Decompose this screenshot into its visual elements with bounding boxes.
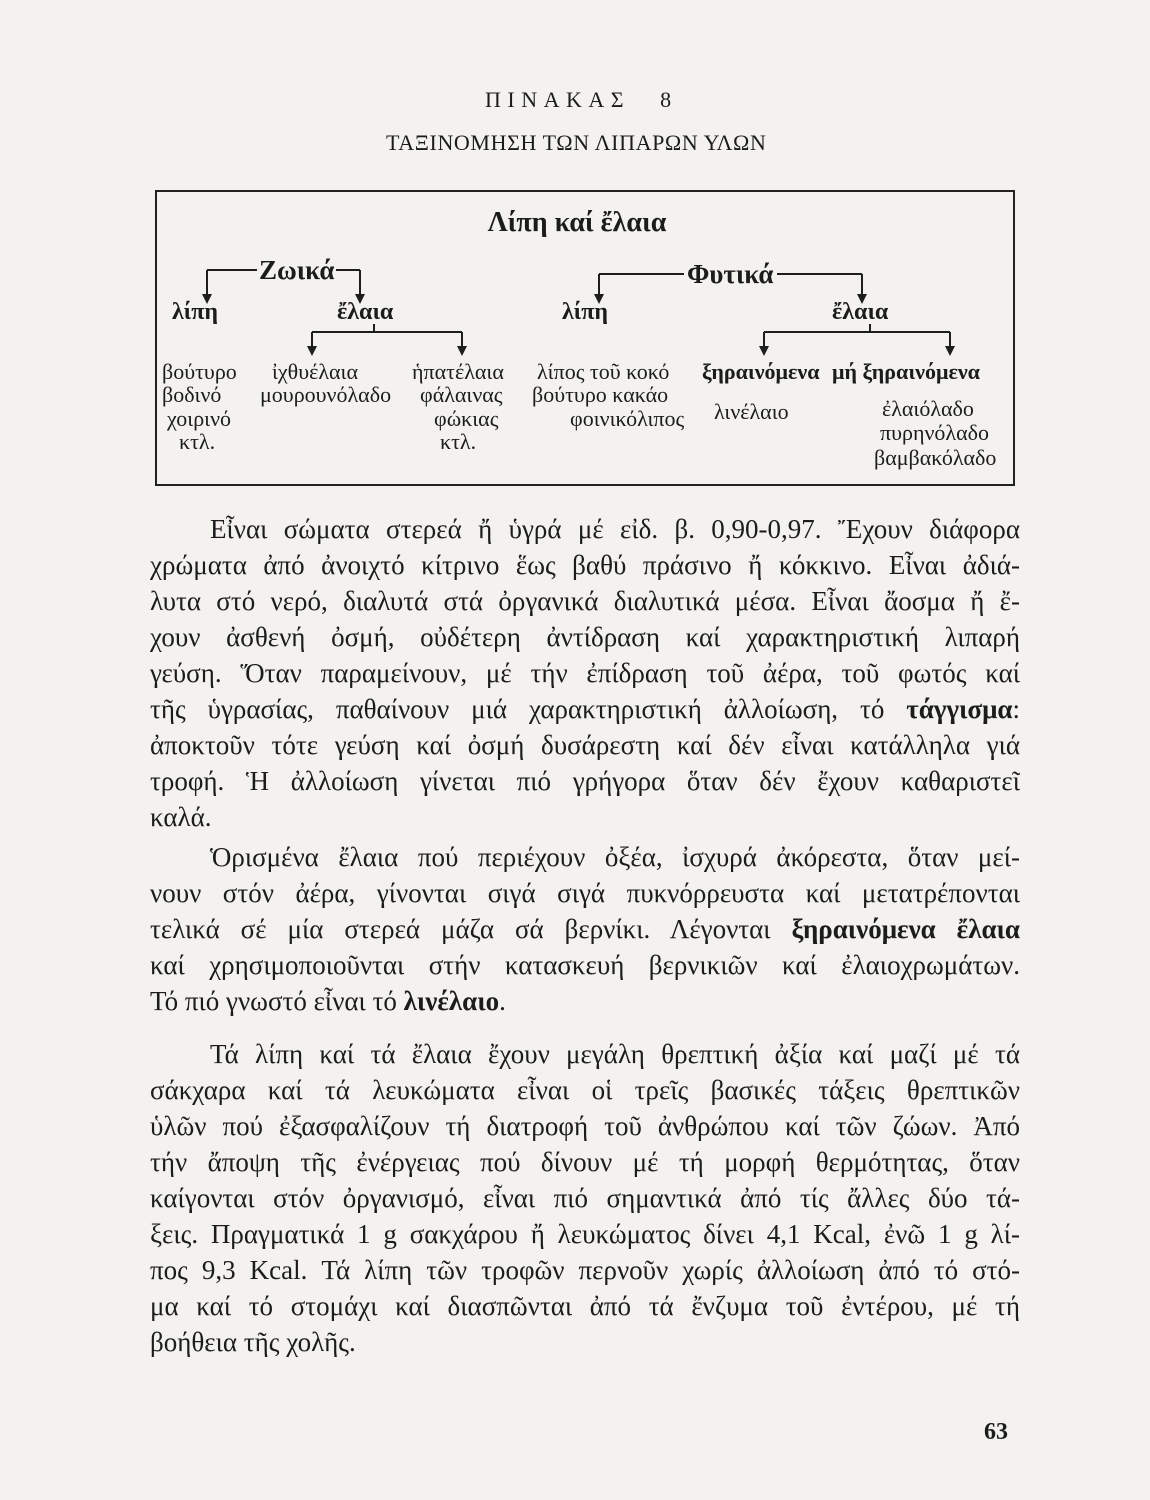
text-line: Ὁρισμένα ἔλαια πού περιέχουν ὀξέα, ἰσχυρά ἀκόρεστα, ὅταν μεί- (210, 842, 1020, 872)
non-drying-oil-item: βαμβακόλαδο (874, 445, 997, 470)
table-subtitle: ΤΑΞΙΝΟΜΗΣΗ ΤΩΝ ΛΙΠΑΡΩΝ ΥΛΩΝ (386, 130, 767, 155)
page-number: 63 (984, 1419, 1008, 1445)
text-line: πος 9,3 Kcal. Τά λίπη τῶν τροφῶν περνοῦν χωρίς ἀλλοίωση ἀπό τό στό- (150, 1255, 1020, 1285)
liver-oil-item: κτλ. (440, 429, 477, 454)
text-line: λυτα στό νερό, διαλυτά στά ὀργανικά διαλυτικά μέσα. Εἶναι ἄοσμα ἤ ἔ- (150, 586, 1020, 616)
liver-oils-label: ἡπατέλαια (412, 359, 504, 384)
text-line: ἀποκτοῦν τότε γεύση καί ὀσμή δυσάρεστη καί δέν εἶναι κατάλληλα γιά (150, 730, 1020, 760)
text-segment: : (1012, 694, 1020, 724)
text-line: γεύση. Ὅταν παραμείνουν, μέ τήν ἐπίδραση τοῦ ἀέρα, τοῦ φωτός καί (150, 658, 1020, 688)
animal-category-label: Ζωικά (259, 255, 335, 285)
text-segment: τῆς ὑγρασίας, παθαίνουν μιά χαρακτηριστική ἀλλοίωση, τό (150, 694, 907, 724)
animal-fat-item: χοιρινό (167, 406, 232, 431)
text-line: σάκχαρα καί τά λευκώματα εἶναι οἱ τρεῖς βασικές τάξεις θρεπτικῶν (150, 1075, 1020, 1105)
term-rancidity: τάγγισμα (906, 694, 1013, 724)
arrow-fish-oils-head (307, 346, 317, 356)
text-line: χουν ἀσθενή ὀσμή, οὐδέτερη ἀντίδραση καί χαρακτηριστική λιπαρή (150, 622, 1020, 652)
plant-fat-item: λίπος τοῦ κοκό (537, 359, 670, 384)
paragraph-nutrition (150, 1036, 1020, 1360)
animal-oils-label: ἔλαια (337, 299, 394, 325)
liver-oil-item: φάλαινας (420, 382, 503, 407)
text-line: καίγονται στόν ὀργανισμό, εἶναι πιό σημαντικά ἀπό τίς ἄλλες δύο τά- (150, 1183, 1020, 1213)
drying-oil-item: λινέλαιο (714, 399, 789, 424)
text-line: καί χρησιμοποιοῦνται στήν κατασκευή βερνικιῶν καί ἐλαιοχρωμάτων. (150, 950, 1020, 980)
text-line: χρώματα ἀπό ἀνοιχτό κίτρινο ἕως βαθύ πράσινο ἤ κόκκινο. Εἶναι ἀδιά- (150, 550, 1020, 580)
text-line: τροφή. Ἡ ἀλλοίωση γίνεται πιό γρήγορα ὅταν δέν ἔχουν καθαριστεῖ (150, 766, 1020, 796)
table-caption (485, 86, 671, 114)
drying-oils-label: ξηραινόμενα (702, 359, 820, 384)
plant-fat-item: βούτυρο κακάο (532, 382, 669, 407)
fish-oil-item: μουρουνόλαδο (260, 382, 392, 407)
table-label: ΠΙΝΑΚΑΣ (485, 87, 631, 112)
text-line: ὑλῶν πού ἐξασφαλίζουν τή διατροφή τοῦ ἀνθρώπου καί τῶν ζώων. Ἀπό (150, 1111, 1020, 1141)
arrow-drying-oils-head (759, 346, 769, 356)
text-segment: . (499, 986, 506, 1016)
animal-fat-item: βοδινό (162, 382, 222, 407)
plant-category-label: Φυτικά (687, 259, 774, 289)
plant-fat-item: φοινικόλιπος (570, 406, 685, 431)
text-line: τήν ἄποψη τῆς ἐνέργειας πού δίνουν μέ τή μορφή θερμότητας, ὅταν (150, 1147, 1020, 1177)
classification-table (155, 190, 1015, 486)
term-drying-oils: ξηραινόμενα ἔλαια (791, 914, 1020, 944)
text-line: ξεις. Πραγματικά 1 g σακχάρου ἤ λευκώματος δίνει 4,1 Kcal, ἐνῶ 1 g λί- (150, 1219, 1020, 1249)
text-line: νουν στόν ἀέρα, γίνονται σιγά σιγά πυκνόρρευστα καί μετατρέπονται (150, 878, 1020, 908)
plant-fats-label: λίπη (562, 299, 609, 325)
text-line: βοήθεια τῆς χολῆς. (150, 1327, 356, 1357)
text-segment: Τό πιό γνωστό εἶναι τό (150, 986, 404, 1016)
non-drying-oil-item: πυρηνόλαδο (880, 420, 989, 445)
term-linseed-oil: λινέλαιο (403, 986, 500, 1016)
body-text (150, 511, 1020, 1360)
table-number: 8 (660, 87, 672, 112)
animal-fats-label: λίπη (172, 299, 219, 325)
text-line (150, 691, 1020, 727)
text-line: Εἶναι σώματα στερεά ἤ ὑγρά μέ εἰδ. β. 0,90-0,97. Ἔχουν διάφορα (210, 514, 1020, 544)
arrow-liver-oils-head (457, 346, 467, 356)
plant-oils-label: ἔλαια (832, 299, 889, 325)
paragraph-properties (150, 511, 1020, 835)
fish-oils-label: ἰχθυέλαια (272, 359, 358, 384)
arrow-non-drying-oils-head (945, 346, 955, 356)
liver-oil-item: φώκιας (434, 406, 499, 431)
text-segment: τελικά σέ μία στερεά μάζα σά βερνίκι. Λέγονται (150, 914, 792, 944)
non-drying-oils-label: μή ξηραινόμενα (832, 359, 980, 384)
animal-fat-item: κτλ. (179, 429, 216, 454)
non-drying-oil-item: ἐλαιόλαδο (882, 396, 974, 421)
text-line: μα καί τό στομάχι καί διασπῶνται ἀπό τά ἔνζυμα τοῦ ἐντέρου, μέ τή (150, 1291, 1020, 1321)
text-line (150, 983, 1020, 1019)
paragraph-drying-oils (150, 839, 1020, 1019)
text-line (150, 911, 1020, 947)
table-heading: Λίπη καί ἔλαια (487, 207, 667, 238)
animal-fat-item: βούτυρο (162, 359, 237, 384)
text-line: Τά λίπη καί τά ἔλαια ἔχουν μεγάλη θρεπτική ἀξία καί μαζί μέ τά (210, 1039, 1020, 1069)
text-line: καλά. (150, 802, 212, 832)
